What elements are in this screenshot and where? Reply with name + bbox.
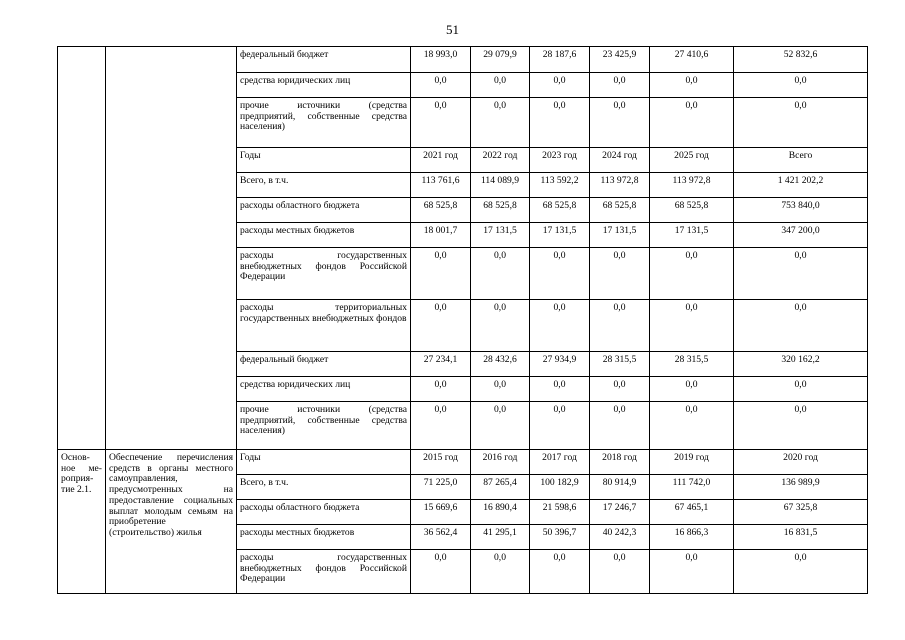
event-name-cell: Обеспечение перечисления средств в органы местного самоуправления, предусмотренных на предоставление социальных выплат молодым семьям на приобретение (строительство) жилья	[106, 450, 237, 594]
row-label: средства юридических лиц	[237, 377, 411, 402]
row-label: Годы	[237, 450, 411, 475]
value-cell: 0,0	[734, 300, 868, 352]
value-cell: 21 598,6	[530, 500, 590, 525]
value-cell: 68 525,8	[590, 198, 650, 223]
value-cell: 2019 год	[650, 450, 734, 475]
value-cell: 16 890,4	[471, 500, 530, 525]
value-cell: 17 131,5	[471, 223, 530, 248]
value-cell: 36 562,4	[411, 525, 471, 550]
value-cell: 2023 год	[530, 148, 590, 173]
value-cell: 0,0	[734, 248, 868, 300]
value-cell: 0,0	[411, 98, 471, 148]
value-cell: 0,0	[734, 377, 868, 402]
value-cell: 87 265,4	[471, 475, 530, 500]
value-cell: 0,0	[411, 73, 471, 98]
value-cell: 0,0	[471, 300, 530, 352]
value-cell: 17 131,5	[590, 223, 650, 248]
value-cell: 18 001,7	[411, 223, 471, 248]
value-cell: 0,0	[471, 98, 530, 148]
value-cell: 27 934,9	[530, 352, 590, 377]
table-row	[58, 47, 868, 73]
value-cell: 18 993,0	[411, 47, 471, 73]
value-cell: 0,0	[411, 300, 471, 352]
value-cell: 0,0	[590, 550, 650, 594]
value-cell: 67 325,8	[734, 500, 868, 525]
value-cell: 16 866,3	[650, 525, 734, 550]
value-cell: 68 525,8	[530, 198, 590, 223]
row-label: расходы государственных внебюджетных фондов Российской Федерации	[237, 248, 411, 300]
row-label: расходы областного бюджета	[237, 500, 411, 525]
row-label: расходы местных бюджетов	[237, 223, 411, 248]
value-cell: 113 972,8	[590, 173, 650, 198]
value-cell: 136 989,9	[734, 475, 868, 500]
value-cell: Всего	[734, 148, 868, 173]
value-cell: 2021 год	[411, 148, 471, 173]
budget-table	[57, 46, 868, 594]
value-cell: 0,0	[650, 73, 734, 98]
value-cell: 0,0	[734, 402, 868, 450]
value-cell: 0,0	[650, 550, 734, 594]
value-cell: 68 525,8	[411, 198, 471, 223]
value-cell: 52 832,6	[734, 47, 868, 73]
row-label: расходы территориальных государственных внебюджетных фондов	[237, 300, 411, 352]
value-cell: 0,0	[530, 248, 590, 300]
value-cell: 17 131,5	[650, 223, 734, 248]
value-cell: 2024 год	[590, 148, 650, 173]
row-label: Всего, в т.ч.	[237, 173, 411, 198]
row-label: прочие источники (средства предприятий, собственные средства населения)	[237, 98, 411, 148]
value-cell: 29 079,9	[471, 47, 530, 73]
event-code-cell	[58, 47, 106, 450]
value-cell: 0,0	[530, 377, 590, 402]
value-cell: 15 669,6	[411, 500, 471, 525]
value-cell: 0,0	[734, 98, 868, 148]
value-cell: 0,0	[590, 377, 650, 402]
row-label: средства юридических лиц	[237, 73, 411, 98]
row-label: федеральный бюджет	[237, 352, 411, 377]
value-cell: 100 182,9	[530, 475, 590, 500]
value-cell: 0,0	[590, 248, 650, 300]
value-cell: 28 315,5	[590, 352, 650, 377]
value-cell: 0,0	[590, 73, 650, 98]
event-code-cell: Основ-ное ме-роприя-тие 2.1.	[58, 450, 106, 594]
value-cell: 0,0	[650, 248, 734, 300]
value-cell: 0,0	[530, 73, 590, 98]
value-cell: 0,0	[530, 98, 590, 148]
value-cell: 0,0	[411, 248, 471, 300]
value-cell: 2025 год	[650, 148, 734, 173]
value-cell: 0,0	[734, 73, 868, 98]
row-label: Годы	[237, 148, 411, 173]
value-cell: 41 295,1	[471, 525, 530, 550]
value-cell: 0,0	[650, 300, 734, 352]
value-cell: 0,0	[471, 248, 530, 300]
value-cell: 753 840,0	[734, 198, 868, 223]
value-cell: 2015 год	[411, 450, 471, 475]
value-cell: 50 396,7	[530, 525, 590, 550]
value-cell: 80 914,9	[590, 475, 650, 500]
value-cell: 0,0	[530, 550, 590, 594]
value-cell: 28 187,6	[530, 47, 590, 73]
event-name-cell	[106, 47, 237, 450]
page-number: 51	[446, 22, 459, 37]
value-cell: 68 525,8	[650, 198, 734, 223]
value-cell: 0,0	[471, 73, 530, 98]
value-cell: 111 742,0	[650, 475, 734, 500]
value-cell: 0,0	[411, 377, 471, 402]
row-label: федеральный бюджет	[237, 47, 411, 73]
row-label: Всего, в т.ч.	[237, 475, 411, 500]
row-label: расходы государственных внебюджетных фондов Российской Федерации	[237, 550, 411, 594]
value-cell: 0,0	[411, 550, 471, 594]
row-label: расходы областного бюджета	[237, 198, 411, 223]
value-cell: 0,0	[530, 402, 590, 450]
value-cell: 67 465,1	[650, 500, 734, 525]
value-cell: 2016 год	[471, 450, 530, 475]
value-cell: 0,0	[590, 300, 650, 352]
value-cell: 0,0	[734, 550, 868, 594]
value-cell: 0,0	[650, 377, 734, 402]
value-cell: 27 234,1	[411, 352, 471, 377]
value-cell: 2022 год	[471, 148, 530, 173]
value-cell: 0,0	[590, 98, 650, 148]
value-cell: 23 425,9	[590, 47, 650, 73]
value-cell: 0,0	[650, 402, 734, 450]
value-cell: 0,0	[471, 402, 530, 450]
value-cell: 113 592,2	[530, 173, 590, 198]
value-cell: 1 421 202,2	[734, 173, 868, 198]
value-cell: 0,0	[471, 550, 530, 594]
value-cell: 17 246,7	[590, 500, 650, 525]
value-cell: 114 089,9	[471, 173, 530, 198]
value-cell: 2020 год	[734, 450, 868, 475]
value-cell: 28 315,5	[650, 352, 734, 377]
value-cell: 0,0	[650, 98, 734, 148]
value-cell: 0,0	[471, 377, 530, 402]
value-cell: 28 432,6	[471, 352, 530, 377]
value-cell: 16 831,5	[734, 525, 868, 550]
row-label: прочие источники (средства предприятий, собственные средства населения)	[237, 402, 411, 450]
value-cell: 347 200,0	[734, 223, 868, 248]
value-cell: 320 162,2	[734, 352, 868, 377]
value-cell: 113 761,6	[411, 173, 471, 198]
value-cell: 27 410,6	[650, 47, 734, 73]
value-cell: 2017 год	[530, 450, 590, 475]
value-cell: 2018 год	[590, 450, 650, 475]
value-cell: 40 242,3	[590, 525, 650, 550]
value-cell: 113 972,8	[650, 173, 734, 198]
value-cell: 68 525,8	[471, 198, 530, 223]
value-cell: 0,0	[530, 300, 590, 352]
row-label: расходы местных бюджетов	[237, 525, 411, 550]
table-body	[58, 47, 868, 594]
value-cell: 71 225,0	[411, 475, 471, 500]
value-cell: 0,0	[411, 402, 471, 450]
value-cell: 0,0	[590, 402, 650, 450]
table-row	[58, 450, 868, 475]
value-cell: 17 131,5	[530, 223, 590, 248]
